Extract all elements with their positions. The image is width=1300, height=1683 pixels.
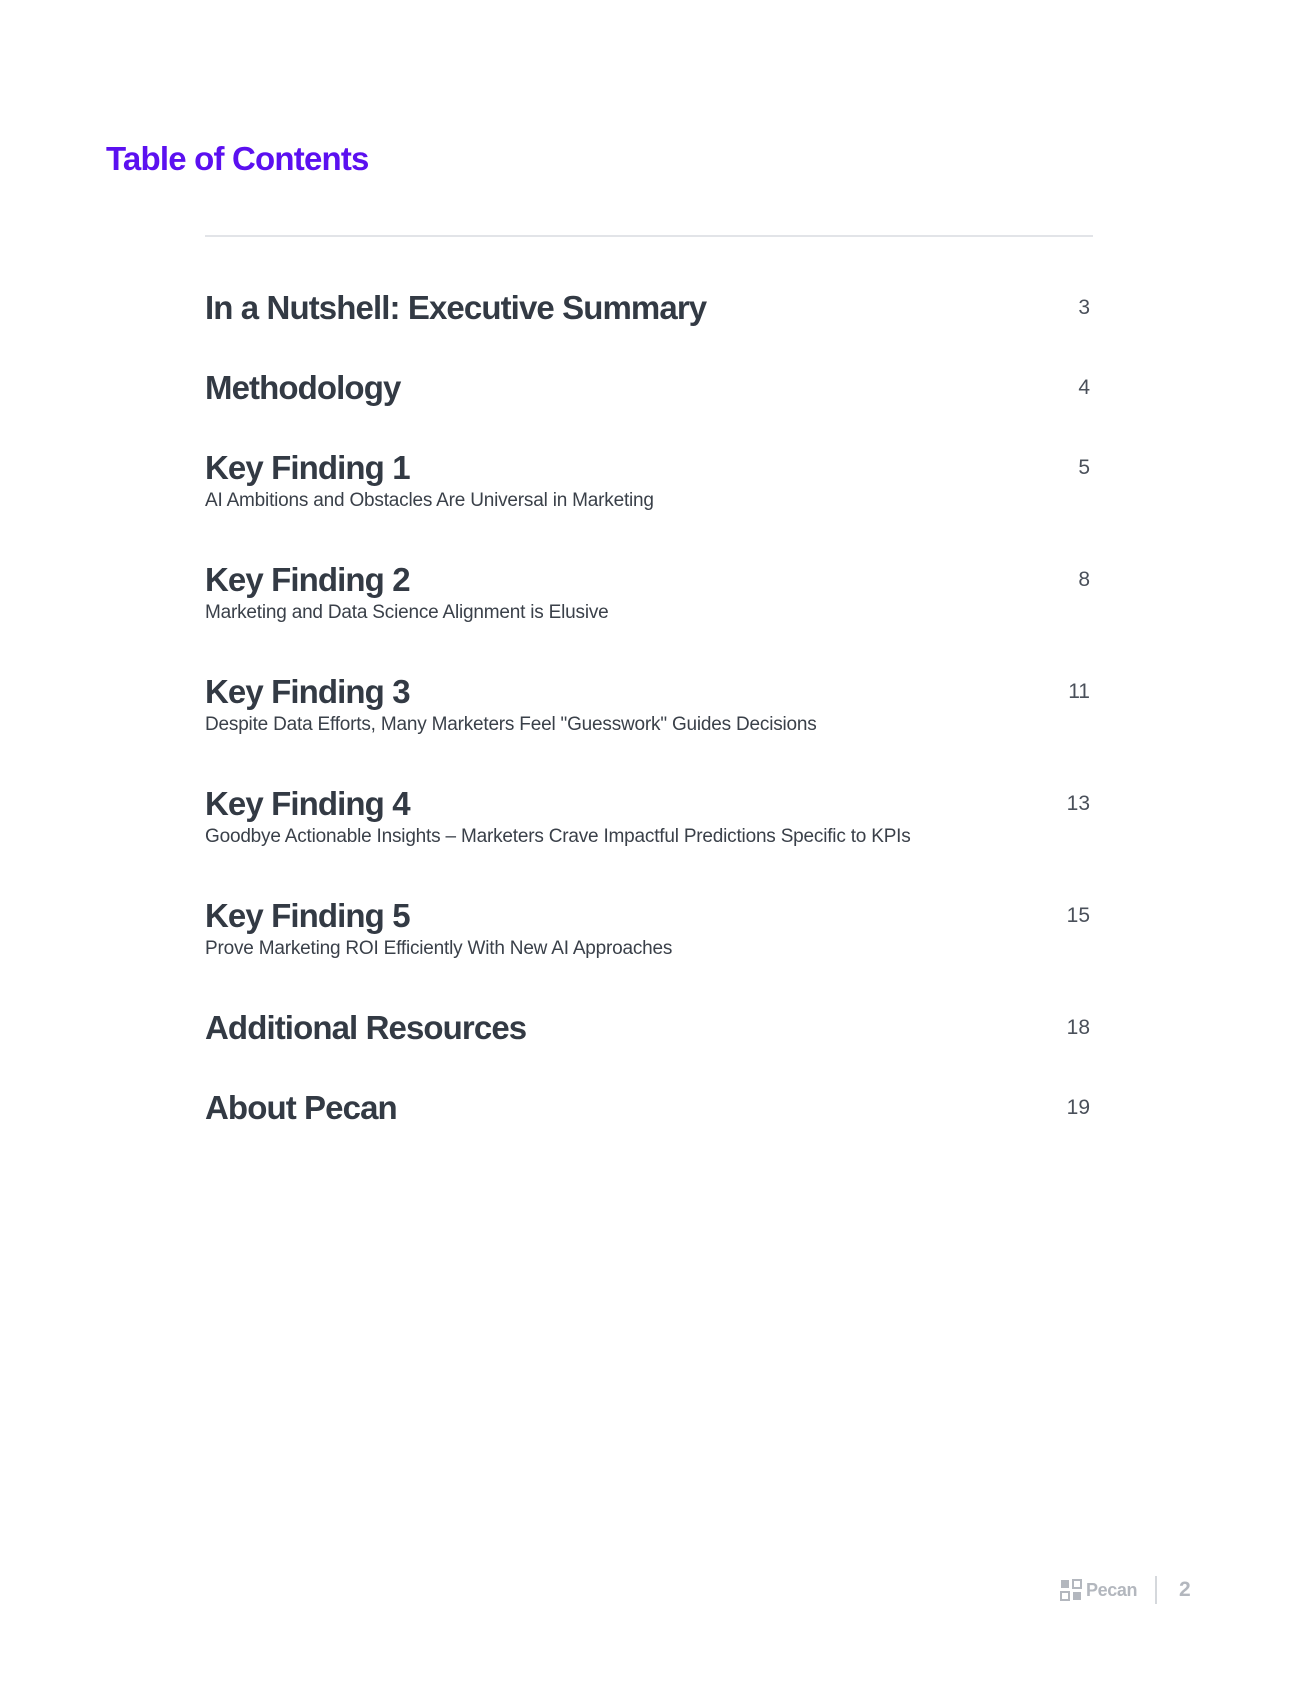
toc-heading: In a Nutshell: Executive Summary xyxy=(205,289,707,326)
toc-heading: About Pecan xyxy=(205,1089,397,1126)
toc-entry-about-pecan[interactable] xyxy=(205,1088,1093,1128)
toc-entry-executive-summary[interactable] xyxy=(205,288,1093,328)
toc-page-number: 5 xyxy=(1078,456,1090,479)
toc-subtitle: AI Ambitions and Obstacles Are Universal in Marketing xyxy=(205,490,654,511)
toc-heading: Key Finding 3 xyxy=(205,673,410,710)
footer-page-number: 2 xyxy=(1179,1578,1191,1601)
toc-heading: Additional Resources xyxy=(205,1009,527,1046)
pecan-brand-name: Pecan xyxy=(1086,1579,1138,1600)
toc-heading: Key Finding 5 xyxy=(205,897,410,934)
toc-entry-key-finding-4[interactable] xyxy=(205,784,1093,850)
toc-heading: Key Finding 2 xyxy=(205,561,410,598)
toc-page-number: 11 xyxy=(1068,680,1090,703)
pecan-logo-icon xyxy=(1060,1579,1082,1601)
toc-subtitle: Goodbye Actionable Insights – Marketers Crave Impactful Predictions Specific to KPIs xyxy=(205,826,911,847)
toc-page-number: 13 xyxy=(1066,792,1090,815)
page-footer xyxy=(1060,1575,1191,1605)
toc-page-number: 3 xyxy=(1078,296,1090,319)
toc-subtitle: Marketing and Data Science Alignment is Elusive xyxy=(205,602,609,623)
toc-page-number: 18 xyxy=(1066,1016,1090,1039)
toc-heading: Key Finding 1 xyxy=(205,449,410,486)
divider xyxy=(205,235,1093,237)
toc-page-number: 15 xyxy=(1066,904,1090,927)
toc-entry-methodology[interactable] xyxy=(205,368,1093,408)
toc-page-number: 19 xyxy=(1066,1096,1090,1119)
toc-subtitle: Prove Marketing ROI Efficiently With New AI Approaches xyxy=(205,938,673,959)
footer-separator xyxy=(1155,1576,1157,1604)
toc-entry-key-finding-2[interactable] xyxy=(205,560,1093,626)
toc-page-number: 4 xyxy=(1078,376,1090,399)
toc-entry-additional-resources[interactable] xyxy=(205,1008,1093,1048)
toc-entry-key-finding-3[interactable] xyxy=(205,672,1093,738)
toc-heading: Key Finding 4 xyxy=(205,785,410,822)
toc-entry-key-finding-5[interactable] xyxy=(205,896,1093,962)
toc-page-number: 8 xyxy=(1078,568,1090,591)
page-title: Table of Contents xyxy=(106,140,369,177)
toc-subtitle: Despite Data Efforts, Many Marketers Feel "Guesswork" Guides Decisions xyxy=(205,714,817,735)
toc-heading: Methodology xyxy=(205,369,401,406)
pecan-logo xyxy=(1060,1579,1137,1601)
toc-entry-key-finding-1[interactable] xyxy=(205,448,1093,514)
